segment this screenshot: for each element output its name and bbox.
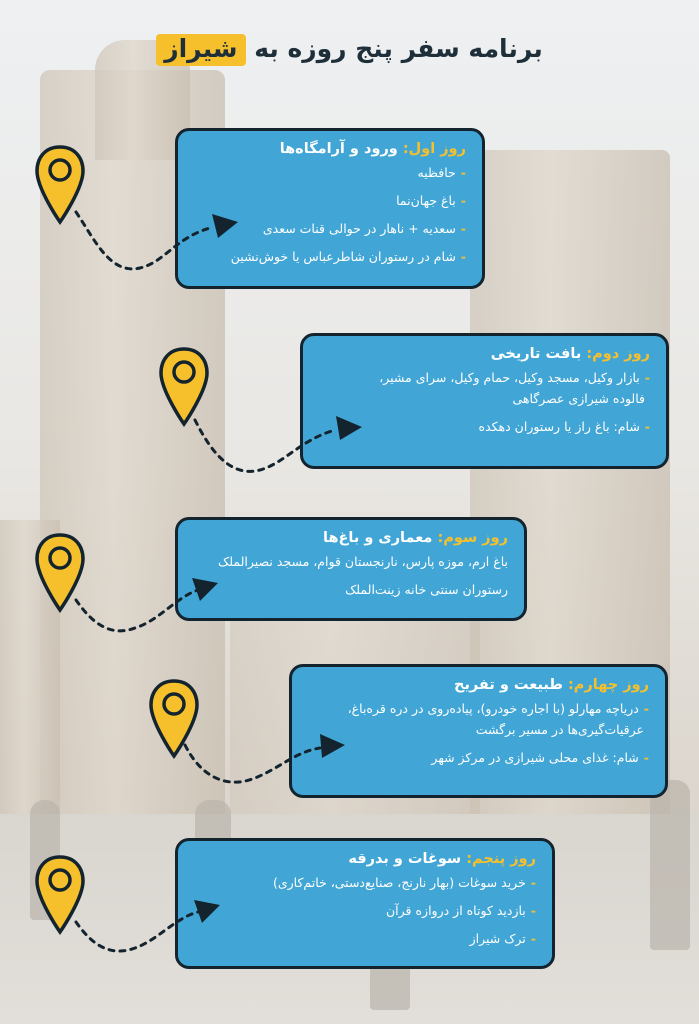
list-item: -بازار وکیل، مسجد وکیل، حمام وکیل، سرای مشیر،: [379, 370, 650, 385]
list-item: -ترک شیراز: [469, 931, 536, 946]
list-item: -شام در رستوران شاطرعباس یا خوش‌نشین: [230, 249, 466, 264]
day-topic: سوغات و بدرقه: [348, 851, 462, 867]
list-item: -بازدید کوتاه از دروازه قرآن: [385, 903, 536, 918]
list-item: عرقیات‌گیری‌ها در مسیر برگشت: [475, 722, 644, 737]
day-topic: طبیعت و تفریح: [454, 677, 563, 693]
day-topic: معماری و باغ‌ها: [323, 530, 433, 546]
title-prefix: برنامه سفر پنج روزه به: [254, 34, 543, 63]
list-item: فالوده شیرازی عصرگاهی: [512, 391, 645, 406]
day-topic: بافت تاریخی: [490, 346, 582, 362]
day-topic: ورود و آرامگاه‌ها: [279, 141, 398, 157]
list-item: باغ ارم، موزه پارس، نارنجستان قوام، مسجد نصیرالملک: [218, 554, 508, 569]
list-item: -حافظیه: [417, 165, 466, 180]
day-label: روز اول:: [402, 141, 466, 157]
list-item: رستوران سنتی خانه زینت‌الملک: [345, 582, 508, 597]
list-item: -باغ جهان‌نما: [396, 193, 466, 208]
list-item: -دریاچه مهارلو (با اجاره خودرو)، پیاده‌روی در دره قره‌باغ،: [347, 701, 649, 716]
day-label: روز چهارم:: [568, 677, 649, 693]
list-item: -شام: باغ راز یا رستوران دهکده: [478, 419, 650, 434]
day-label: روز دوم:: [586, 346, 650, 362]
day-label: روز پنجم:: [466, 851, 536, 867]
list-item: -خرید سوغات (بهار نارنج، صنایع‌دستی، خاتم‌کاری): [272, 875, 536, 890]
list-item: -شام: غذای محلی شیرازی در مرکز شهر: [431, 750, 649, 765]
title-highlight: شیراز: [156, 34, 245, 66]
list-item: -سعدیه + ناهار در حوالی قنات سعدی: [262, 221, 466, 236]
day-label: روز سوم:: [437, 530, 508, 546]
